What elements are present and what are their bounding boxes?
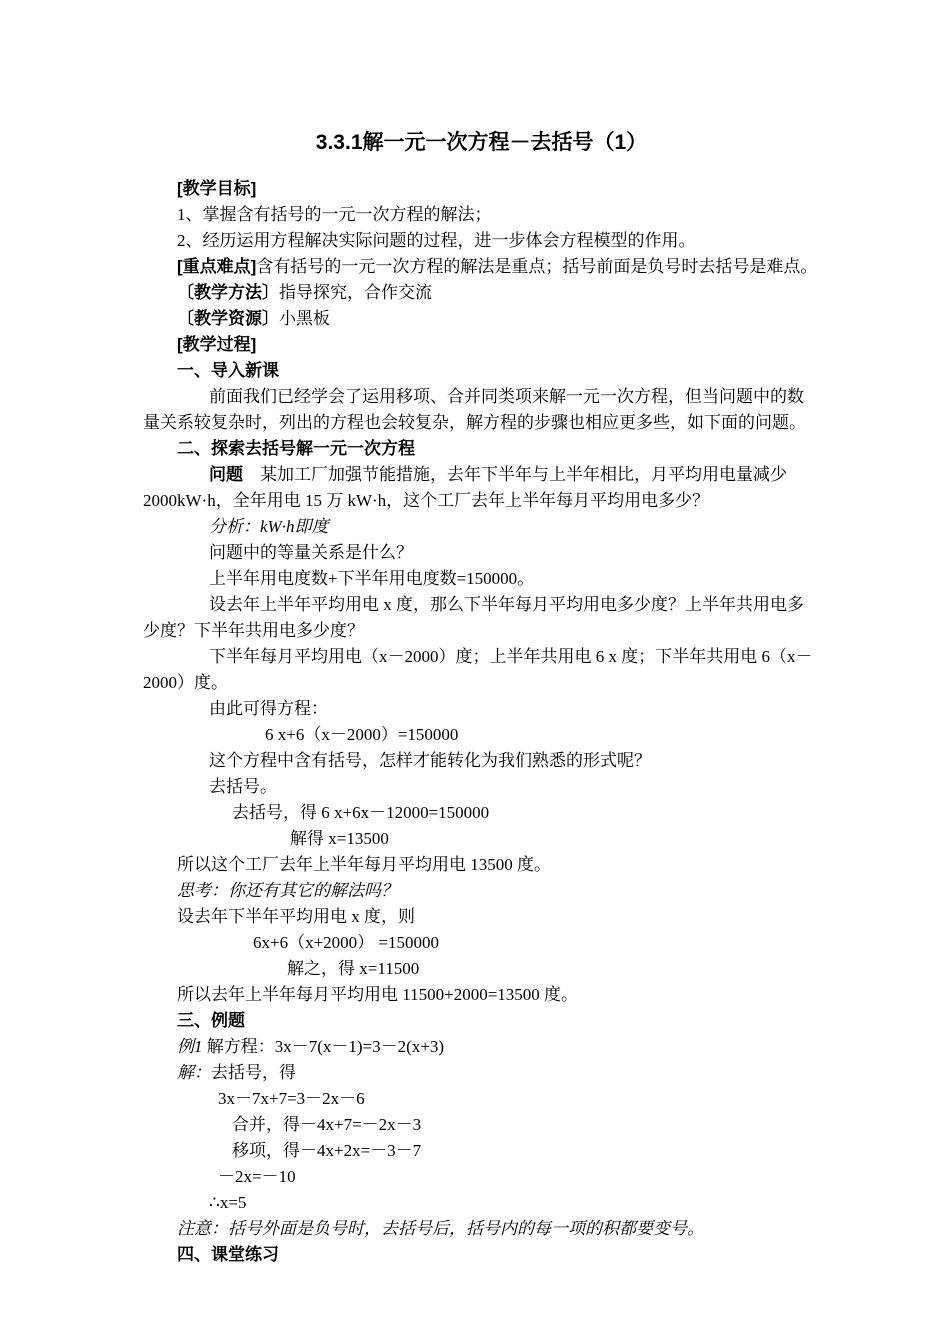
- setup-paragraph-2: 下半年每月平均用电（x－2000）度；上半年共用电 6 x 度；下半年共用电 6（x－2000）度。: [143, 647, 813, 692]
- formula-line-1: 6 x+6（x－2000）=150000: [265, 725, 459, 744]
- think-line: [143, 878, 820, 904]
- question-1: 问题中的等量关系是什么？: [209, 543, 413, 562]
- example-line: [143, 1034, 820, 1060]
- resource-label: 〔教学资源〕: [177, 309, 279, 328]
- doc-title: 3.3.1解一元一次方程－去括号（1）: [315, 131, 648, 154]
- analysis-line: [143, 514, 820, 540]
- think-text: 你还有其它的解法吗？: [228, 881, 398, 900]
- equation-relation: 上半年用电度数+下半年用电度数=150000。: [209, 569, 535, 588]
- process-heading: [143, 332, 820, 358]
- teaching-goals-heading: [143, 176, 820, 202]
- resource-line: [143, 306, 820, 332]
- conclusion-1: 所以这个工厂去年上半年每月平均用电 13500 度。: [177, 855, 551, 874]
- solution-line: [143, 1060, 820, 1086]
- work-line-3: 移项，得－4x+2x=－3－7: [232, 1141, 422, 1160]
- setup-paragraph-1: 设去年上半年平均用电 x 度，那么下半年每月平均用电多少度？上半年共用电多少度？下半年共用电多少度？: [143, 595, 804, 640]
- conclusion-2: 所以去年上半年每月平均用电 11500+2000=13500 度。: [177, 985, 579, 1004]
- solution-text: 去括号，得: [211, 1063, 296, 1082]
- note-line: [143, 1216, 820, 1242]
- example-text: 解方程：3x－7(x－1)=3－2(x+3): [202, 1037, 445, 1056]
- work-line-4: －2x=－10: [218, 1167, 296, 1186]
- example-label: 例1: [177, 1037, 203, 1056]
- problem-paragraph: [143, 462, 820, 514]
- intro-paragraph: 前面我们已经学会了运用移项、合并同类项来解一元一次方程，但当问题中的数量关系较复杂时，列出的方程也会较复杂，解方程的步骤也相应更多些，如下面的问题。: [143, 387, 806, 432]
- solution-label: 解：: [177, 1063, 211, 1082]
- resource-text: 小黑板: [279, 309, 330, 328]
- method-line: [143, 280, 820, 306]
- formula-line-2: 6x+6（x+2000） =150000: [253, 933, 440, 952]
- note-label: 注意：: [177, 1219, 228, 1238]
- work-line-5: ∴x=5: [209, 1193, 247, 1212]
- goal-item-1: 1、掌握含有括号的一元一次方程的解法；: [177, 205, 492, 224]
- keypoints-line: [143, 254, 820, 280]
- alt-setup: 设去年下半年平均用电 x 度，则: [177, 907, 415, 926]
- solve-step-2: 解得 x=13500: [290, 829, 389, 848]
- work-line-2: 合并，得－4x+7=－2x－3: [232, 1115, 422, 1134]
- section-heading-2: 二、探索去括号解一元一次方程: [177, 439, 415, 458]
- process-label: [教学过程]: [177, 335, 257, 354]
- solve-step-1: 去括号，得 6 x+6x－12000=150000: [232, 803, 490, 822]
- solve-step-3: 解之，得 x=11500: [287, 959, 420, 978]
- teaching-goals-label: [教学目标]: [177, 179, 257, 198]
- think-label: 思考：: [177, 881, 228, 900]
- note-text: 括号外面是负号时，去括号后，括号内的每一项的积都要变号。: [228, 1219, 704, 1238]
- keypoints-text: 含有括号的一元一次方程的解法是重点；括号前面是负号时去括号是难点。: [256, 257, 818, 276]
- remove-brackets: 去括号。: [209, 777, 277, 796]
- section-heading-1: 一、导入新课: [177, 361, 279, 380]
- question-2: 这个方程中含有括号，怎样才能转化为我们熟悉的形式呢？: [209, 751, 651, 770]
- method-label: 〔教学方法〕: [177, 283, 279, 302]
- analysis-text: kW·h即度: [260, 517, 329, 536]
- lead-in-equation: 由此可得方程：: [209, 699, 328, 718]
- analysis-label: 分析：: [209, 517, 260, 536]
- problem-text: 某加工厂加强节能措施，去年下半年与上半年相比，月平均用电量减少2000kW·h，全年用电 15 万 kW·h，这个工厂去年上半年每月平均用电多少？: [143, 465, 787, 510]
- goal-item-2: 2、经历运用方程解决实际问题的过程，进一步体会方程模型的作用。: [177, 231, 696, 250]
- section-heading-4: 四、课堂练习: [177, 1245, 279, 1264]
- keypoints-label: [重点难点]: [177, 257, 257, 276]
- problem-label: 问题: [209, 465, 243, 484]
- section-heading-3: 三、例题: [177, 1011, 245, 1030]
- method-text: 指导探究，合作交流: [279, 283, 432, 302]
- work-line-1: 3x－7x+7=3－2x－6: [218, 1089, 365, 1108]
